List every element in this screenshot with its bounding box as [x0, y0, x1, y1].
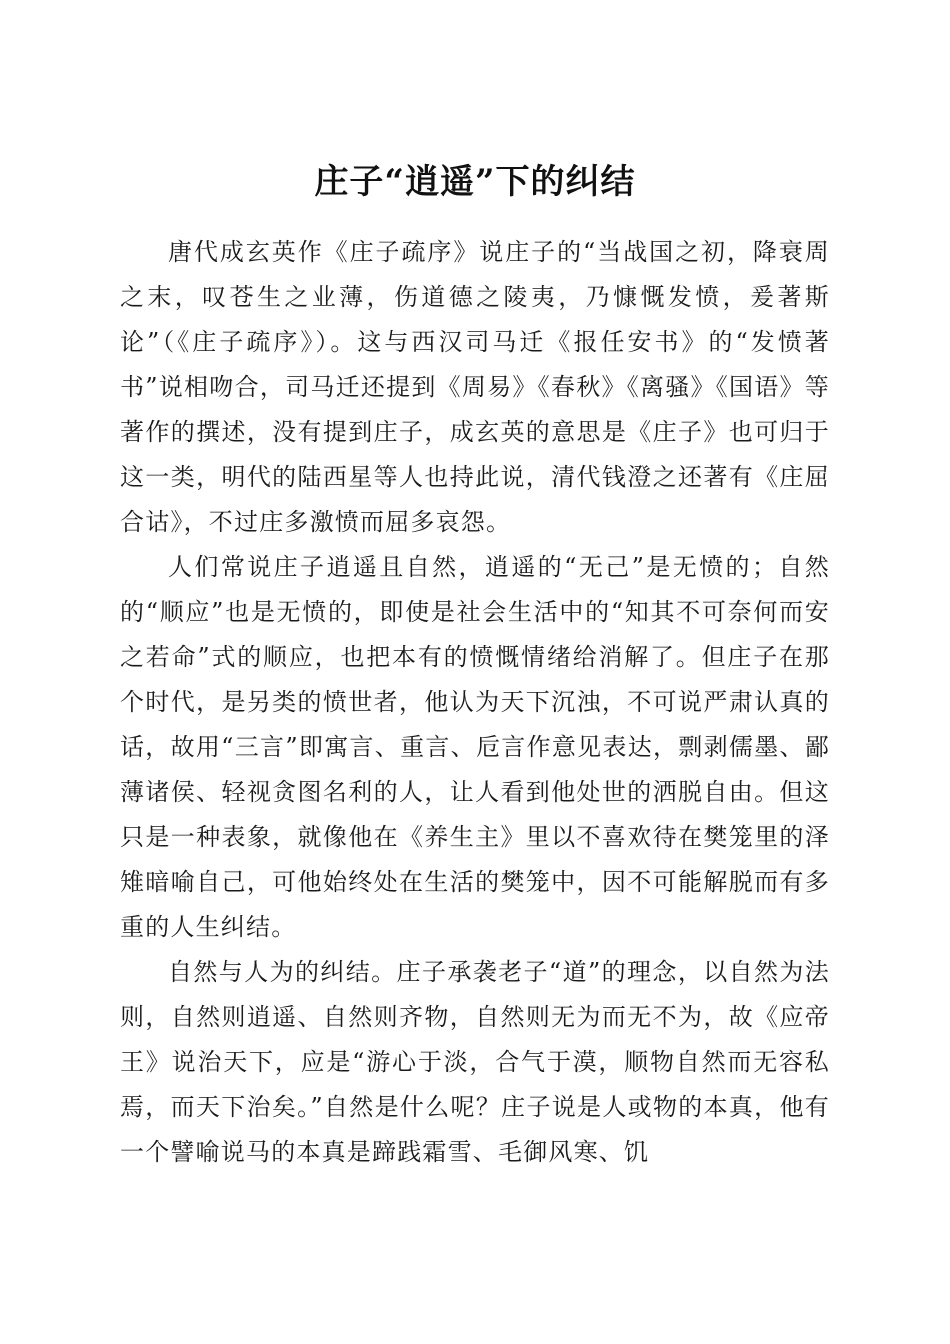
- paragraph-1: 唐代成玄英作《庄子疏序》说庄子的“当战国之初，降衰周之末，叹苍生之业薄，伤道德之陵夷，乃慷慨发愤，爰著斯论”（《庄子疏序》）。这与西汉司马迁《报任安书》的“发愤著书”说相吻合，司马迁还提到《周易》《春秋》《离骚》《国语》等著作的撰述，没有提到庄子，成玄英的意思是《庄子》也可归于这一类，明代的陆西星等人也持此说，清代钱澄之还著有《庄屈合诂》，不过庄多激愤而屈多哀怨。: [120, 238, 830, 536]
- paragraph-2: 人们常说庄子逍遥且自然，逍遥的“无己”是无愤的；自然的“顺应”也是无愤的，即使是社会生活中的“知其不可奈何而安之若命”式的顺应，也把本有的愤慨情绪给消解了。但庄子在那个时代，是另类的愤世者，他认为天下沉浊，不可说严肃认真的话，故用“三言”即寓言、重言、卮言作意见表达，剽剥儒墨、鄙薄诸侯、轻视贪图名利的人，让人看到他处世的洒脱自由。但这只是一种表象，就像他在《养生主》里以不喜欢待在樊笼里的泽雉暗喻自己，可他始终处在生活的樊笼中，因不可能解脱而有多重的人生纠结。: [120, 553, 830, 941]
- document-body: [120, 230, 830, 1175]
- paragraph-3: 自然与人为的纠结。庄子承袭老子“道”的理念，以自然为法则，自然则逍遥、自然则齐物，自然则无为而无不为，故《应帝王》说治天下，应是“游心于淡，合气于漠，顺物自然而无容私焉，而天下治矣。”自然是什么呢？庄子说是人或物的本真，他有一个譬喻说马的本真是蹄践霜雪、毛御风寒、饥: [120, 958, 830, 1166]
- document-title: 庄子“逍遥”下的纠结: [314, 161, 636, 202]
